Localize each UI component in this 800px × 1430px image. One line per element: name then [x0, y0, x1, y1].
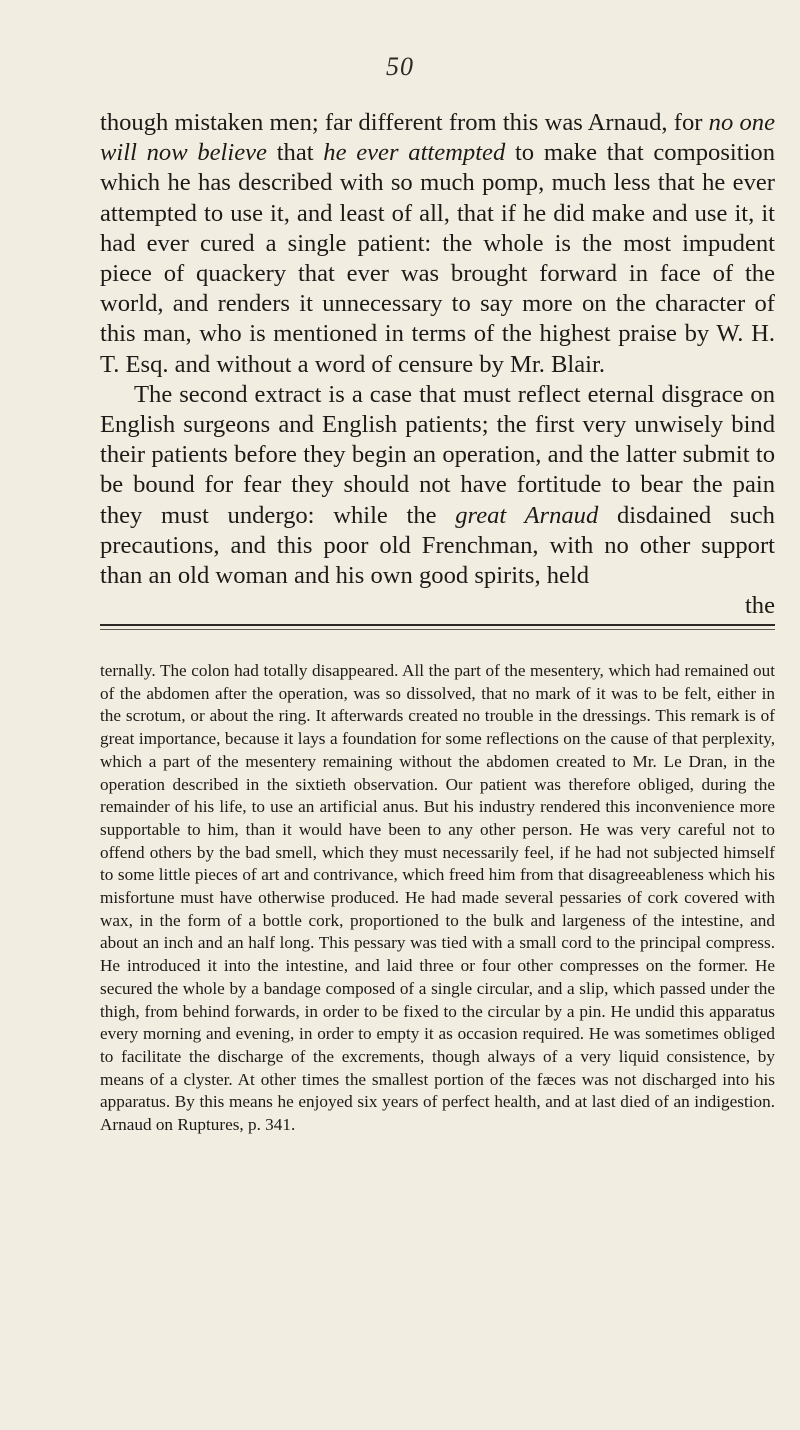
footnote [100, 660, 775, 1137]
p2-text-2: disdained such precautions, and this poor old Frenchman, with no other support than an old woman and his own good spirits, held [100, 501, 775, 590]
paragraph-2 [100, 380, 775, 591]
p1-italic-1: no one will now believe [100, 109, 775, 167]
p2-italic-1: great Arnaud [455, 501, 599, 529]
footnote-divider [100, 624, 775, 626]
p1-italic-2: he ever attempted [323, 139, 506, 167]
catchword: the [744, 592, 775, 620]
p1-text-3: to make that composition which he has described with so much pomp, much less that he ever attempted to use it, and least of all, that if he did make and use it, it had ever cured a single patient: the whole is the most impudent piece of quackery that ever was brought forward in face of the world, and renders it unnecessary to say more on the character of this man, who is mentioned in terms of the highest praise by W. H. T. Esq. and without a word of censure by Mr. Blair. [100, 139, 775, 378]
p1-text-1: though mistaken men; far different from this was Arnaud, for [100, 109, 709, 136]
p2-text-1: The second extract is a case that must reflect eternal disgrace on English surgeons and English patients; the first very unwisely bind their patients before they begin an operation, and the latter submit to be bound for fear they should not have fortitude to bear the pain they must undergo: while the [100, 380, 775, 529]
page-number: 50 [386, 52, 414, 81]
footnote-divider-thin [100, 629, 775, 630]
p1-text-2: that [266, 139, 324, 167]
footnote-text: ternally. The colon had totally disappeared. All the part of the mesentery, which had remained out of the abdomen after the operation, was so dissolved, that no mark of it was to be felt, either in the scrotum, or about the ring. It afterwards created no trouble in the dressings. This remark is of great importance, because it lays a foundation for some reflections on the cause of that perplexity, which a part of the mesentery remaining without the abdomen created to Mr. Le Dran, in the operation described in the sixtieth observation. Our patient was therefore obliged, during the remainder of his life, to use an artificial anus. But his industry rendered this inconvenience more supportable to him, than it would have been to any other person. He was very careful not to offend others by the bad smell, which they must necessarily feel, if he had not subjected himself to some little pieces of art and contrivance, which freed him from that disagreeableness which his misfortune must have otherwise produced. He had made several pessaries of cork covered with wax, in the form of a bottle cork, proportioned to the bulk and largeness of the intestine, and about an inch and an half long. This pessary was tied with a small cord to the principal compress. He introduced it into the intestine, and laid three or four other compresses on the former. He secured the whole by a bandage composed of a single circular, and a slip, which passed under the thigh, from behind forwards, in order to be fixed to the circular by a pin. He undid this apparatus every morning and evening, in order to empty it as occasion required. He was sometimes obliged to facilitate the discharge of the excrements, though always of a very liquid consistence, by means of a clyster. At other times the smallest portion of the fæces was not discharged into his apparatus. By this means he enjoyed six years of perfect health, and at last died of an indigestion. Arnaud on Ruptures, p. 341. [100, 661, 775, 1135]
main-text [100, 108, 775, 621]
paragraph-1 [100, 108, 775, 380]
